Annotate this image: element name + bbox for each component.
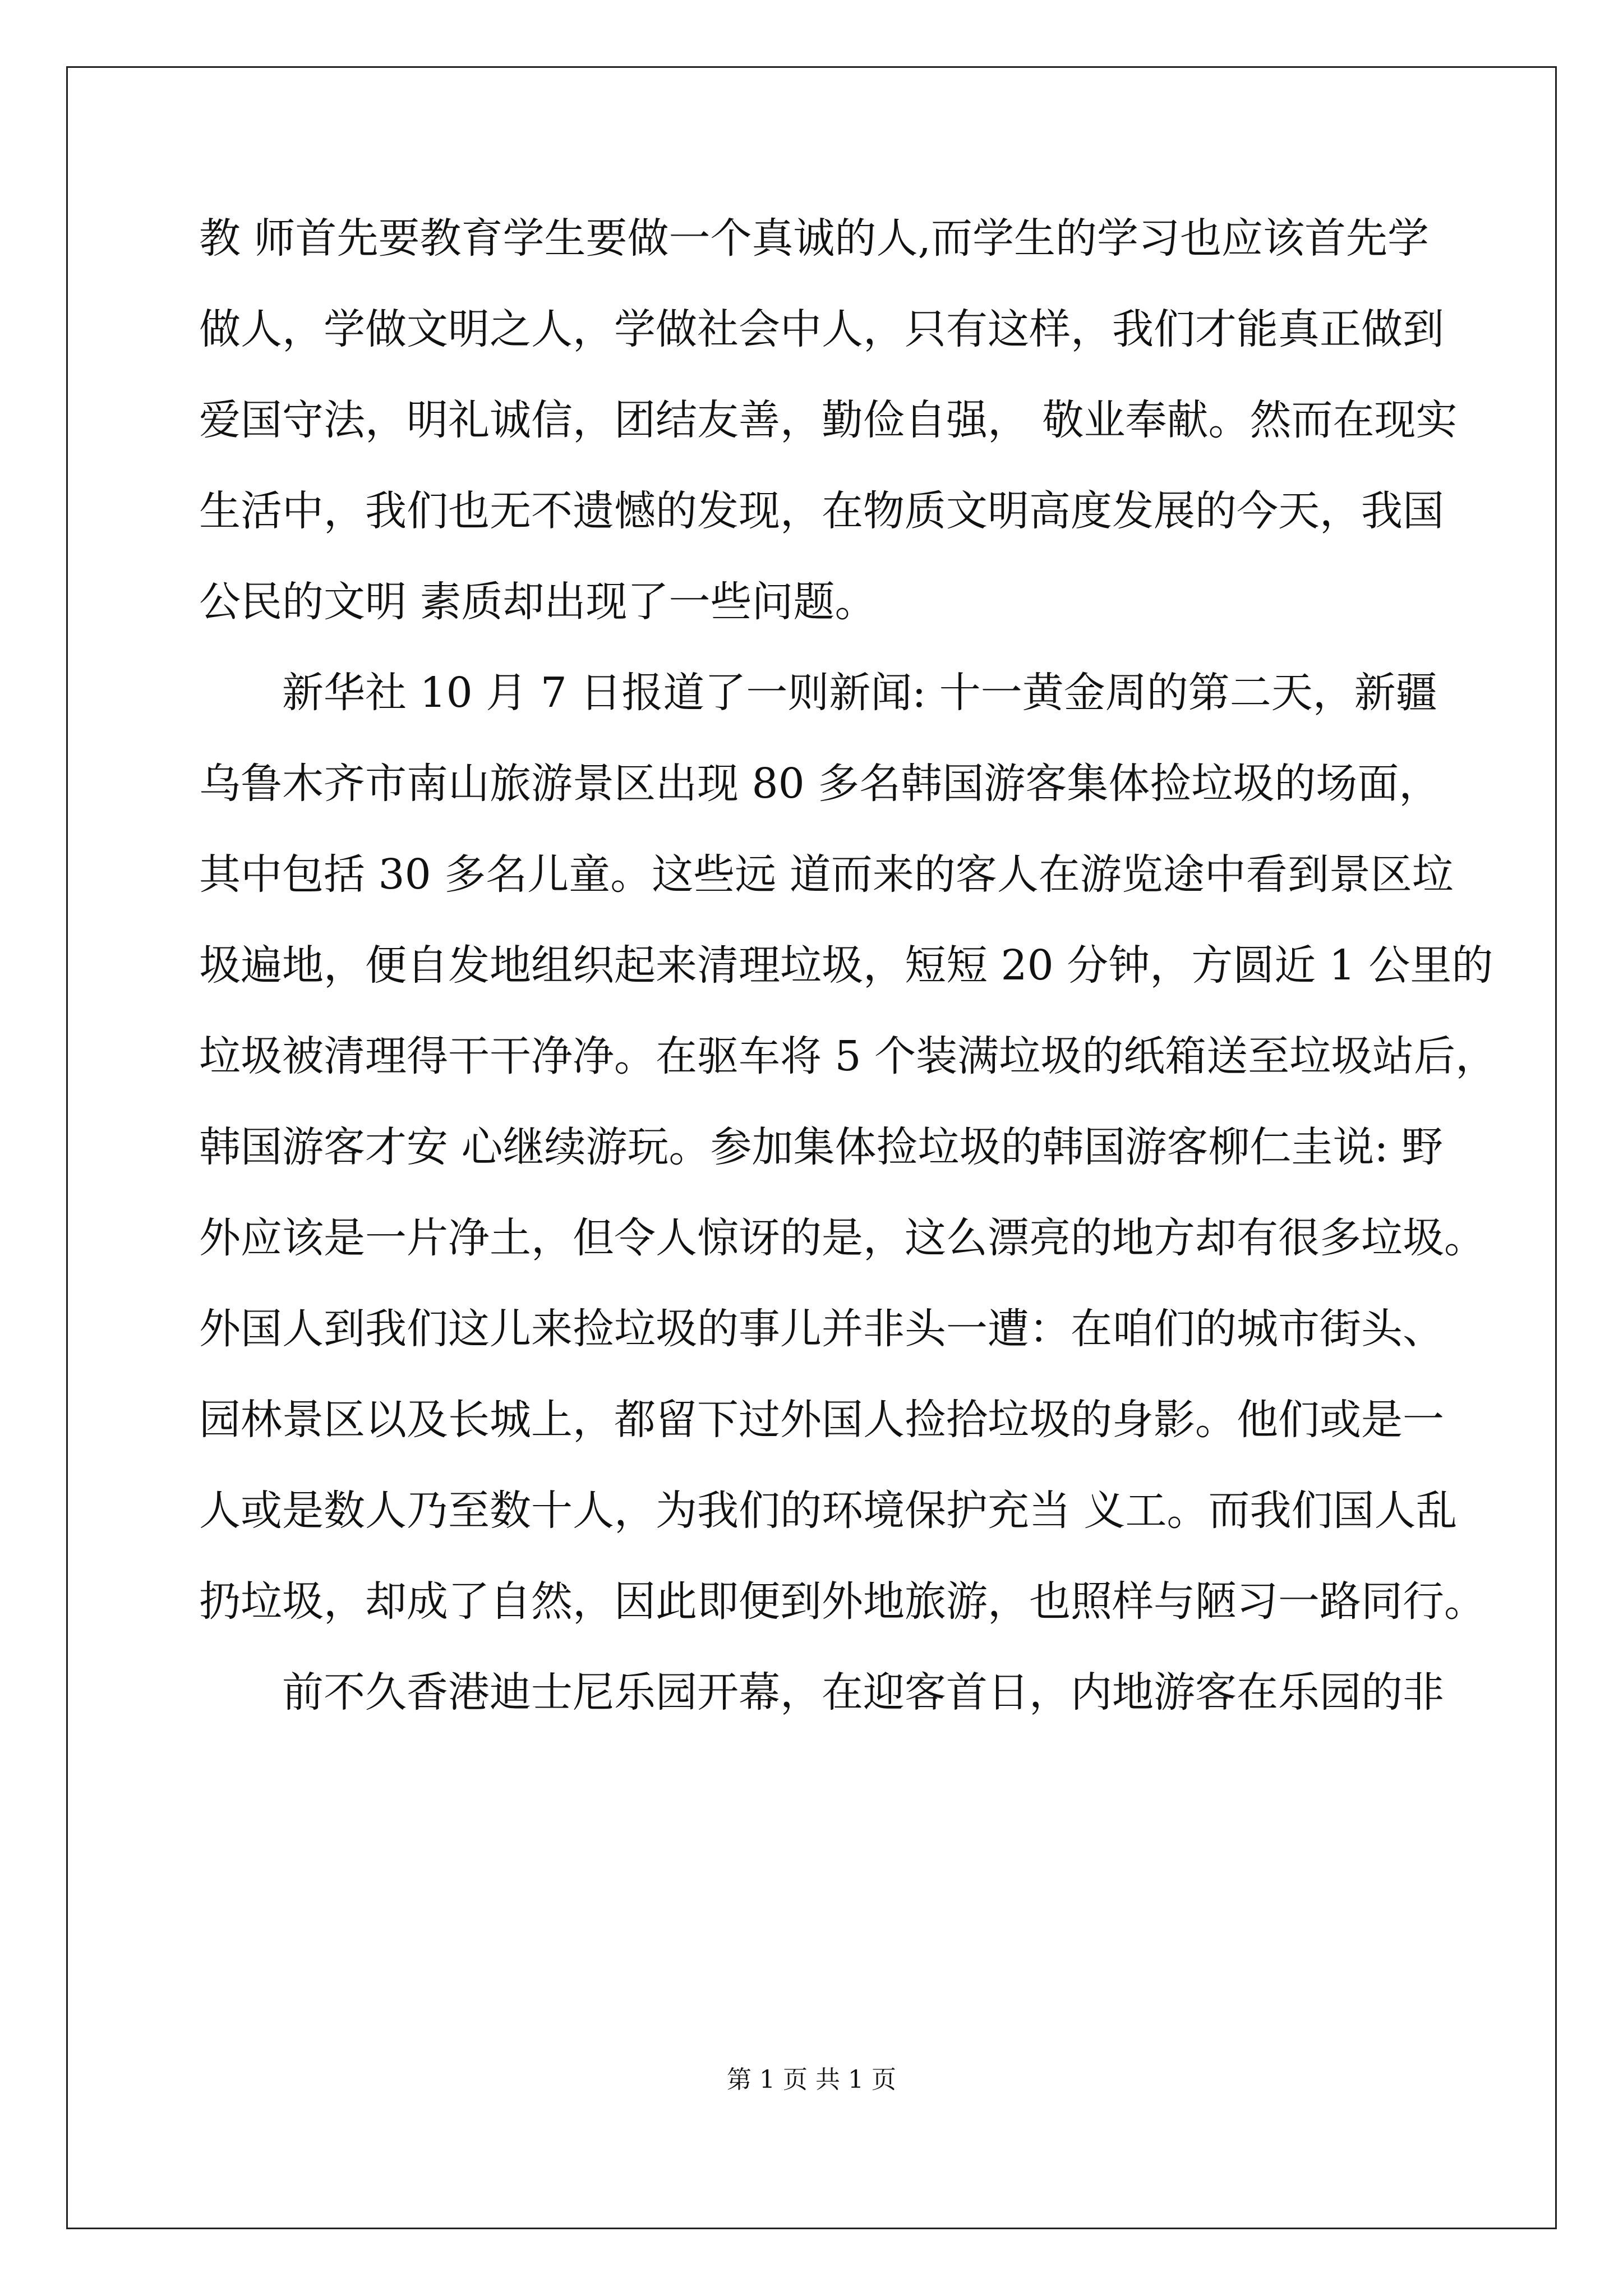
text-line: 垃圾被清理得干干净净。在驱车将 5 个装满垃圾的纸箱送至垃圾站后， <box>199 1032 1497 1080</box>
text-line: 教 师首先要教育学生要做一个真诚的人,而学生的学习也应该首先学 <box>199 214 1430 263</box>
text-line: 扔垃圾，却成了自然，因此即便到外地旅游，也照样与陋习一路同行。 <box>199 1577 1486 1626</box>
text-line: 乌鲁木齐市南山旅游景区出现 80 多名韩国游客集体捡垃圾的场面， <box>199 760 1441 808</box>
text-line: 新华社 10 月 7 日报道了一则新闻: 十一黄金周的第二天，新疆 <box>282 669 1437 717</box>
text-line: 外国人到我们这儿来捡垃圾的事儿并非头一遭：在咱们的城市街头、 <box>199 1305 1444 1353</box>
page-footer: 第 1 页 共 1 页 <box>727 2065 896 2094</box>
text-line: 爱国守法，明礼诚信，团结友善，勤俭自强， 敬业奉献。然而在现实 <box>199 396 1458 444</box>
text-line: 人或是数人乃至数十人，为我们的环境保护充当 义工。而我们国人乱 <box>199 1487 1458 1535</box>
text-line: 韩国游客才安 心继续游玩。参加集体捡垃圾的韩国游客柳仁圭说: 野 <box>199 1123 1443 1171</box>
text-line: 前不久香港迪士尼乐园开幕，在迎客首日，内地游客在乐园的非 <box>282 1668 1444 1717</box>
text-line: 公民的文明 素质却出现了一些问题。 <box>199 578 877 626</box>
text-line: 外应该是一片净土，但令人惊讶的是，这么漂亮的地方却有很多垃圾。 <box>199 1214 1486 1262</box>
text-line: 圾遍地，便自发地组织起来清理垃圾，短短 20 分钟，方圆近 1 公里的 <box>199 941 1493 990</box>
text-line: 生活中，我们也无不遗憾的发现，在物质文明高度发展的今天，我国 <box>199 487 1444 535</box>
text-line: 其中包括 30 多名儿童。这些远 道而来的客人在游览途中看到景区垃 <box>199 850 1454 899</box>
text-line: 做人，学做文明之人，学做社会中人，只有这样，我们才能真正做到 <box>199 305 1444 353</box>
text-line: 园林景区以及长城上，都留下过外国人捡拾垃圾的身影。他们或是一 <box>199 1396 1444 1444</box>
